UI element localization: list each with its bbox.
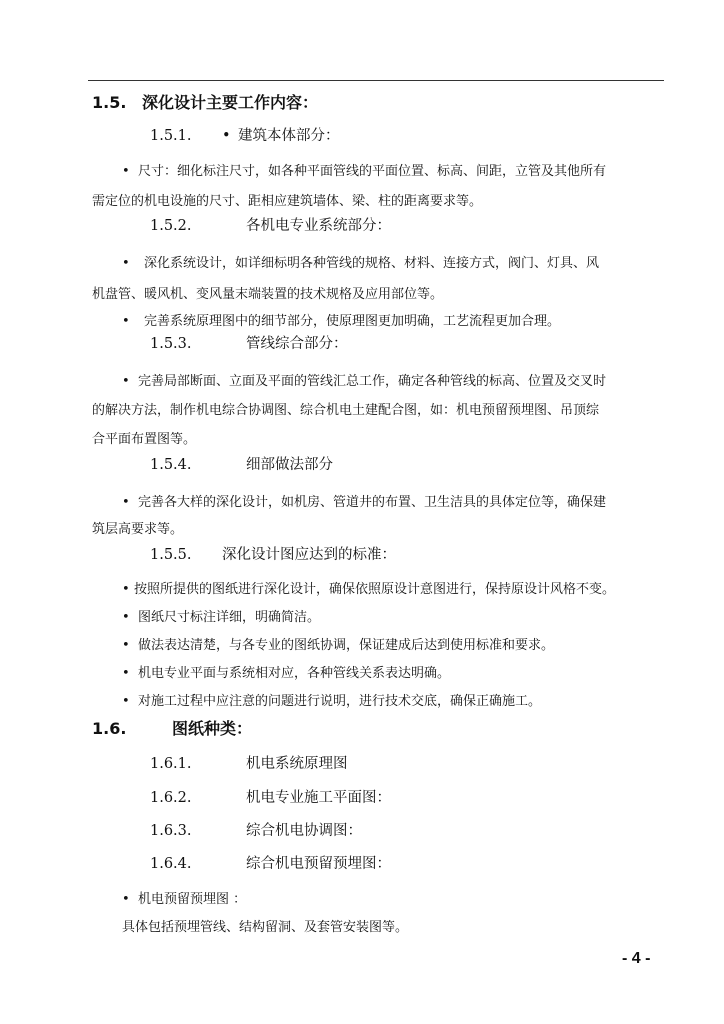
list-item-text: 尺寸：细化标注尺寸，如各种平面管线的平面位置、标高、间距，立管及其他所有 bbox=[138, 164, 607, 179]
subsection-number: 1.6.4. bbox=[150, 856, 192, 872]
bullet-icon: • bbox=[122, 582, 130, 597]
list-item bbox=[122, 662, 450, 681]
list-item bbox=[122, 160, 606, 179]
subsection-number: 1.5.1. bbox=[150, 128, 192, 144]
page-number: - 4 - bbox=[622, 950, 651, 967]
subsection-title: 深化设计图应达到的标准： bbox=[222, 547, 396, 563]
list-item-continuation: 合平面布置图等。 bbox=[92, 432, 197, 447]
list-item bbox=[122, 310, 560, 329]
list-item-text: 完善各大样的深化设计，如机房、管道井的布置、卫生洁具的具体定位等，确保建 bbox=[138, 495, 607, 510]
subsection-number: 1.5.2. bbox=[150, 218, 192, 234]
subsection-1-5-2-heading bbox=[150, 214, 391, 235]
subsection-number: 1.5.5. bbox=[150, 547, 192, 563]
list-item-text: 对施工过程中应注意的问题进行说明，进行技术交底，确保正确施工。 bbox=[138, 694, 542, 709]
subsection-1-5-5-heading bbox=[150, 543, 396, 564]
section-number: 1.5. bbox=[92, 93, 127, 112]
bullet-icon: • bbox=[122, 314, 130, 329]
subsection-number: 1.6.2. bbox=[150, 790, 192, 806]
subsection-title: 细部做法部分 bbox=[246, 457, 333, 473]
subsection-title: 综合机电预留预埋图： bbox=[246, 856, 391, 872]
subsection-number: 1.6.3. bbox=[150, 823, 192, 839]
bullet-icon: • bbox=[122, 374, 130, 389]
subsection-title: 机电系统原理图 bbox=[246, 756, 348, 772]
bullet-icon: • bbox=[122, 694, 130, 709]
list-item bbox=[122, 578, 615, 597]
subsection-number: 1.6.1. bbox=[150, 756, 192, 772]
list-item-text: 按照所提供的图纸进行深化设计，确保依照原设计意图进行，保持原设计风格不变。 bbox=[134, 582, 616, 597]
bullet-icon: • bbox=[122, 610, 130, 625]
list-item bbox=[122, 690, 541, 709]
bullet-icon: • bbox=[122, 164, 130, 179]
list-item-text: 完善局部断面、立面及平面的管线汇总工作，确定各种管线的标高、位置及交叉时 bbox=[138, 374, 607, 389]
bullet-icon: • bbox=[122, 892, 130, 907]
bullet-icon: • bbox=[222, 128, 231, 144]
bullet-icon: • bbox=[122, 666, 130, 681]
list-item bbox=[122, 370, 606, 389]
list-item bbox=[122, 888, 246, 907]
subsection-1-6-4-heading bbox=[150, 852, 391, 873]
list-item-text: 深化系统设计，如详细标明各种管线的规格、材料、连接方式，阀门、灯具、风 bbox=[144, 256, 600, 271]
bullet-icon: • bbox=[122, 638, 130, 653]
list-item-continuation: 机盘管、暖风机、变风量末端装置的技术规格及应用部位等。 bbox=[92, 287, 444, 302]
list-item-continuation: 筑层高要求等。 bbox=[92, 522, 184, 537]
list-item-text: 图纸尺寸标注详细，明确简洁。 bbox=[138, 610, 321, 625]
subsection-1-6-2-heading bbox=[150, 786, 391, 807]
list-item-text: 做法表达清楚，与各专业的图纸协调，保证建成后达到使用标准和要求。 bbox=[138, 638, 555, 653]
section-1-6-heading bbox=[92, 716, 252, 739]
list-item-continuation: 需定位的机电设施的尺寸、距相应建筑墙体、梁、柱的距离要求等。 bbox=[92, 194, 483, 209]
list-item bbox=[122, 491, 606, 510]
subsection-title: 综合机电协调图： bbox=[246, 823, 362, 839]
subsection-number: 1.5.4. bbox=[150, 457, 192, 473]
subsection-1-6-3-heading bbox=[150, 819, 362, 840]
subsection-1-5-1-heading bbox=[150, 124, 340, 145]
list-item-text: 完善系统原理图中的细节部分，使原理图更加明确，工艺流程更加合理。 bbox=[144, 314, 561, 329]
section-title: 图纸种类： bbox=[172, 719, 253, 738]
list-item-text: 机电预留预埋图 ： bbox=[138, 892, 247, 907]
section-title: 深化设计主要工作内容： bbox=[142, 93, 319, 112]
subsection-title: 管线综合部分： bbox=[246, 336, 348, 352]
bullet-icon: • bbox=[122, 256, 130, 271]
list-item bbox=[122, 634, 554, 653]
subsection-number: 1.5.3. bbox=[150, 336, 192, 352]
subsection-1-6-1-heading bbox=[150, 752, 348, 773]
section-number: 1.6. bbox=[92, 719, 127, 738]
paragraph: 具体包括预埋管线、结构留洞、及套管安装图等。 bbox=[122, 920, 409, 935]
list-item-text: 机电专业平面与系统相对应，各种管线关系表达明确。 bbox=[138, 666, 451, 681]
subsection-1-5-4-heading bbox=[150, 453, 333, 474]
subsection-title: 各机电专业系统部分： bbox=[246, 218, 391, 234]
subsection-title: 机电专业施工平面图： bbox=[246, 790, 391, 806]
subsection-1-5-3-heading bbox=[150, 332, 348, 353]
section-1-5-heading bbox=[92, 90, 318, 113]
list-item bbox=[122, 606, 320, 625]
list-item-continuation: 的解决方法，制作机电综合协调图、综合机电土建配合图，如：机电预留预埋图、吊顶综 bbox=[92, 403, 600, 418]
list-item bbox=[122, 252, 599, 271]
header-rule bbox=[88, 80, 664, 81]
bullet-icon: • bbox=[122, 495, 130, 510]
subsection-title: 建筑本体部分： bbox=[238, 128, 340, 144]
